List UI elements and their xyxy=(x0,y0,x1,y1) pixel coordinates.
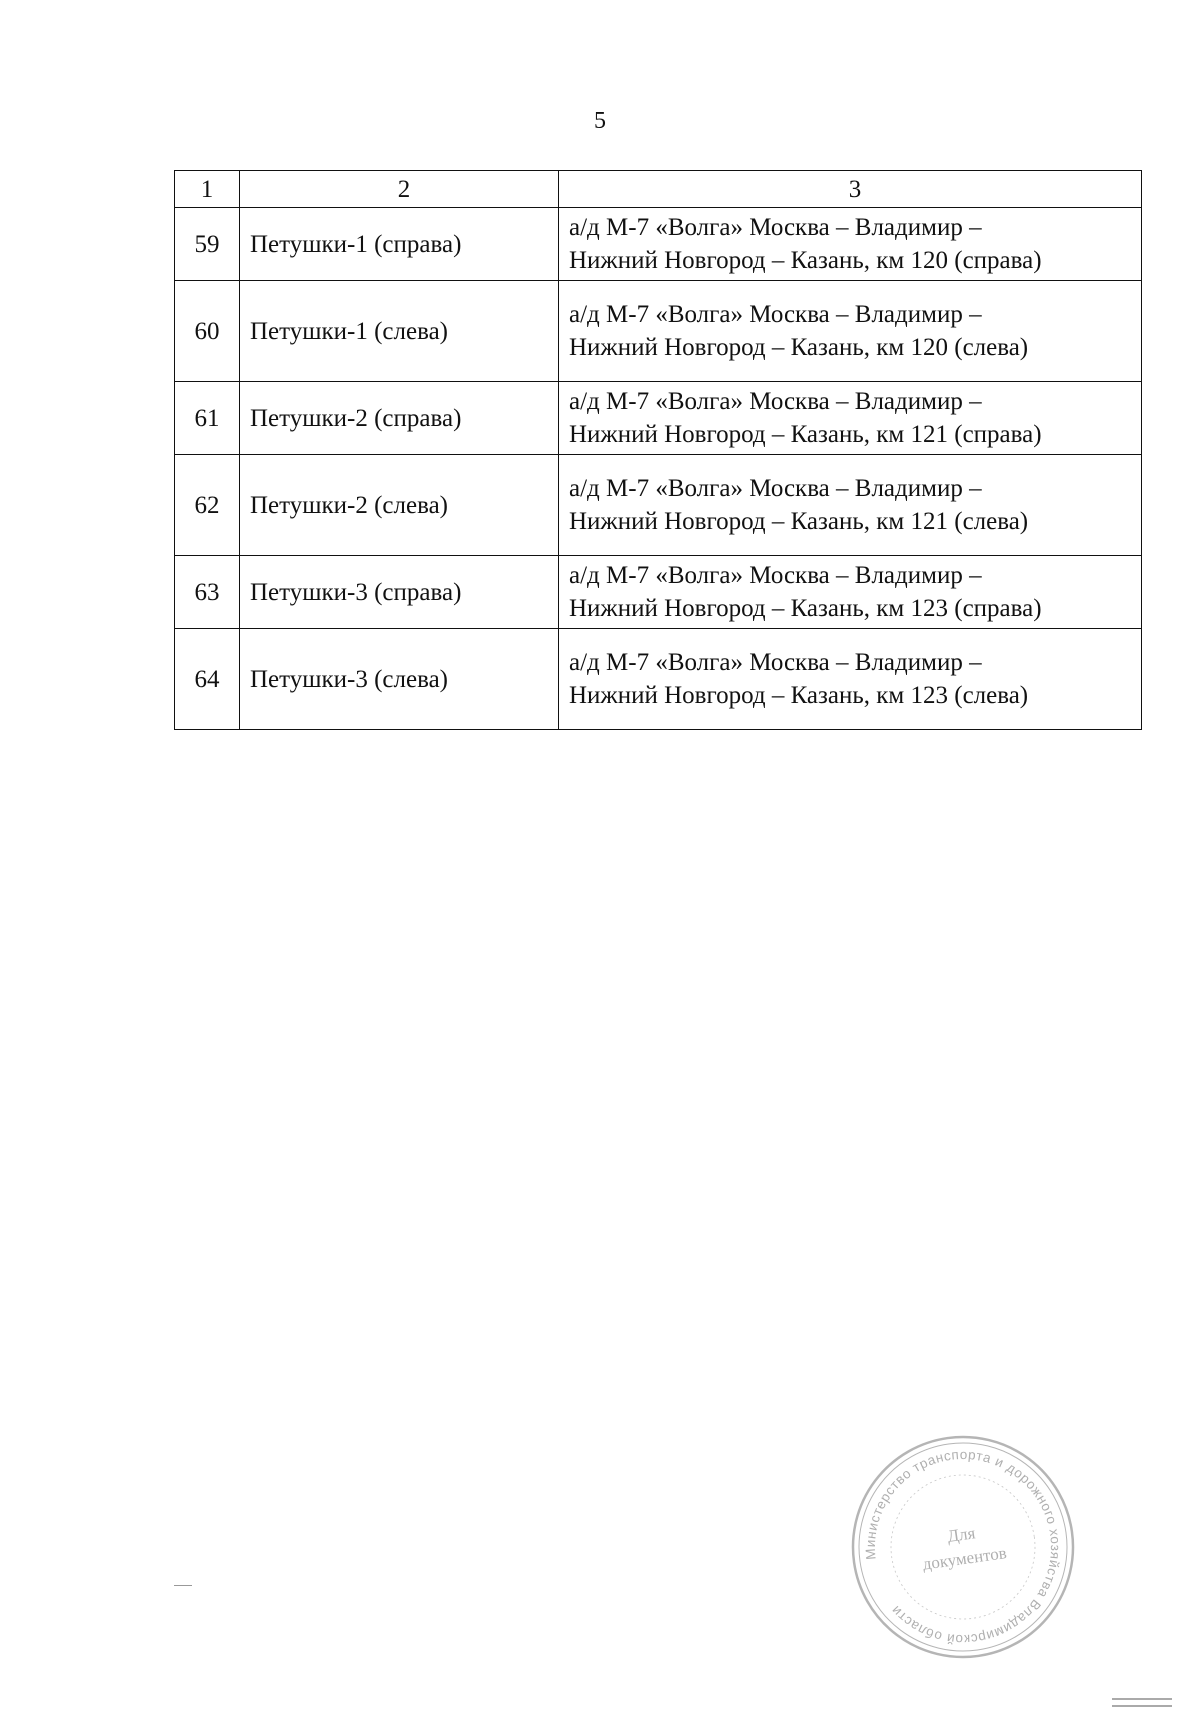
row-name: Петушки-1 (слева) xyxy=(240,281,559,382)
row-name: Петушки-3 (справа) xyxy=(240,556,559,629)
page-number: 5 xyxy=(594,108,606,134)
stamp-center-line-1: Для xyxy=(946,1523,977,1546)
row-name: Петушки-2 (слева) xyxy=(240,455,559,556)
row-number: 59 xyxy=(175,208,240,281)
stamp-inner-ring xyxy=(846,1430,1081,1665)
table-row xyxy=(175,556,1142,629)
row-location xyxy=(559,629,1142,730)
location-line-1: а/д М-7 «Волга» Москва – Владимир – xyxy=(569,649,982,676)
location-line-1: а/д М-7 «Волга» Москва – Владимир – xyxy=(569,475,982,502)
header-col-2: 2 xyxy=(240,171,559,208)
row-location xyxy=(559,208,1142,281)
routes-table xyxy=(174,170,1142,730)
row-number: 62 xyxy=(175,455,240,556)
location-line-2: Нижний Новгород – Казань, км 121 (слева) xyxy=(569,508,1029,535)
table-header-row xyxy=(175,171,1142,208)
scan-mark xyxy=(1112,1698,1172,1707)
row-number: 60 xyxy=(175,281,240,382)
row-location xyxy=(559,455,1142,556)
row-location xyxy=(559,281,1142,382)
location-line-2: Нижний Новгород – Казань, км 120 (слева) xyxy=(569,334,1029,361)
location-line-1: а/д М-7 «Волга» Москва – Владимир – xyxy=(569,301,982,328)
location-line-2: Нижний Новгород – Казань, км 123 (справа) xyxy=(569,595,1042,622)
location-line-2: Нижний Новгород – Казань, км 121 (справа) xyxy=(569,421,1042,448)
row-name: Петушки-3 (слева) xyxy=(240,629,559,730)
stamp-center-line-2: документов xyxy=(921,1543,1008,1574)
row-location xyxy=(559,382,1142,455)
location-line-2: Нижний Новгород – Казань, км 120 (справа) xyxy=(569,247,1042,274)
location-line-1: а/д М-7 «Волга» Москва – Владимир – xyxy=(569,388,982,415)
location-line-2: Нижний Новгород – Казань, км 123 (слева) xyxy=(569,682,1029,709)
official-stamp xyxy=(833,1417,1093,1677)
table-row xyxy=(175,629,1142,730)
header-col-3: 3 xyxy=(559,171,1142,208)
table-row xyxy=(175,382,1142,455)
location-line-1: а/д М-7 «Волга» Москва – Владимир – xyxy=(569,562,982,589)
row-number: 63 xyxy=(175,556,240,629)
row-number: 64 xyxy=(175,629,240,730)
row-name: Петушки-1 (справа) xyxy=(240,208,559,281)
header-col-1: 1 xyxy=(175,171,240,208)
row-name: Петушки-2 (справа) xyxy=(240,382,559,455)
stamp-center-ring xyxy=(882,1466,1045,1629)
table-row xyxy=(175,281,1142,382)
location-line-1: а/д М-7 «Волга» Москва – Владимир – xyxy=(569,214,982,241)
scan-mark xyxy=(174,1585,192,1586)
table-row xyxy=(175,455,1142,556)
stamp-ring-text: Министерство транспорта и дорожного хозяйства Владимирской области xyxy=(862,1446,1064,1648)
row-location xyxy=(559,556,1142,629)
row-number: 61 xyxy=(175,382,240,455)
table-row xyxy=(175,208,1142,281)
